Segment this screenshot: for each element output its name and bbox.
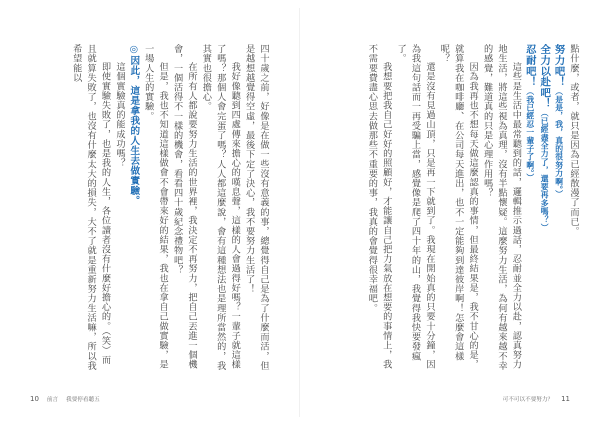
highlight-line-1: [551, 44, 565, 374]
heading-bullet-icon: ◎: [128, 44, 140, 56]
running-title: 我要停看聽五: [66, 397, 100, 403]
chapter-label: 前言: [46, 397, 59, 403]
highlight-note: （已經盡全力了，還要再多嗎？）: [540, 108, 550, 232]
paragraph: 在所有人都說要努力生活的世界裡，我決定不再努力，把自己丟進一個機會，一個活得不一樣的機會，看看四十歲紀念禮物吧？: [171, 44, 197, 370]
page-footer: [30, 395, 100, 403]
highlight-note: （我已經忍一輩子了啊。）: [525, 87, 535, 182]
right-page: [300, 0, 600, 425]
page-number: 10: [30, 395, 39, 403]
section-heading-text: 因此，這是拿我的人生去做實驗。: [128, 55, 140, 206]
highlight-phrase: 努力吧！: [552, 44, 565, 88]
paragraph: 我好像聽到四處傳來擔心的嘆息聲，這樣的人會過得好嗎？一輩子就這樣了嗎？那個人會完蛋了嗎？人人都這麼說，會有這種想法也是理所當然的，我其實也很擔心。: [200, 44, 241, 371]
page-footer: [503, 395, 570, 403]
paragraph: 點什麼，或者，就只是因為已經散漫了而已。: [568, 44, 579, 236]
highlight-line-3: [522, 44, 536, 374]
paragraph: 還是沒有見過山頂，只是再一下就到了。我現在開始真的只要十分鐘，因為我這句話而一再受騙上當，感覺像是爬了四十年的山，我覺得我快要發瘋了。: [395, 44, 435, 370]
paragraph: 但是，我也不知道這樣做會不會帶來好的結果，我也在拿自己做實驗，是一場人生的實驗。: [142, 44, 169, 370]
paragraph: 四十歲之前，好像是在做一些沒有意義的事，總覺得自己是為了什麼而活，但是越想越覺得空虛，最後下定了決心，我不要努力生活了！: [243, 44, 269, 371]
page-number: 11: [561, 395, 570, 403]
right-page-body: [340, 44, 580, 374]
paragraph: 即使實驗失敗了，也是我的人生，各位讀者沒有什麼好擔心的。（笑）而且就算失敗了，也沒有什麼太大的損失，大不了就是重新努力生活嘛，所以我希望能以: [70, 44, 111, 371]
running-title: 可不可以不要努力？: [502, 397, 554, 403]
paragraph: 這些是生活中最常聽到的話，邏輯推示過話，忍耐並全力以赴，認真努力地生活，將這些視為真理，沒有半點懷疑。這麼努力生活，為何有越來越不幸的感覺，難道真的只是心理作用嗎？: [481, 44, 522, 371]
paragraph: 這個實驗真的能成功嗎？: [113, 62, 125, 168]
highlight-phrase: 忍耐吧！: [523, 44, 536, 88]
highlight-line-2: [537, 44, 551, 374]
paragraph: 因為我再也不想每天做這麼認真的事情，但最終結果是，我不甘心的是，就算我在咖啡廳、在公司每天進出，也不一定能夠到達彼岸啊！怎麼會這樣呢？: [438, 44, 479, 370]
left-page-body: [30, 44, 270, 374]
highlight-phrase: 全力以赴吧！: [538, 44, 551, 109]
section-heading: [126, 44, 140, 374]
highlight-note: （是是，我，真的很努力啊。）: [554, 87, 564, 199]
paragraph: 我想要把我自己好好的照顧好，才能讓自己把力氣放在想要的事情上，我不需要費盡心思去做那些不重要的事，我真的會覺得很幸福吧。: [366, 44, 392, 370]
